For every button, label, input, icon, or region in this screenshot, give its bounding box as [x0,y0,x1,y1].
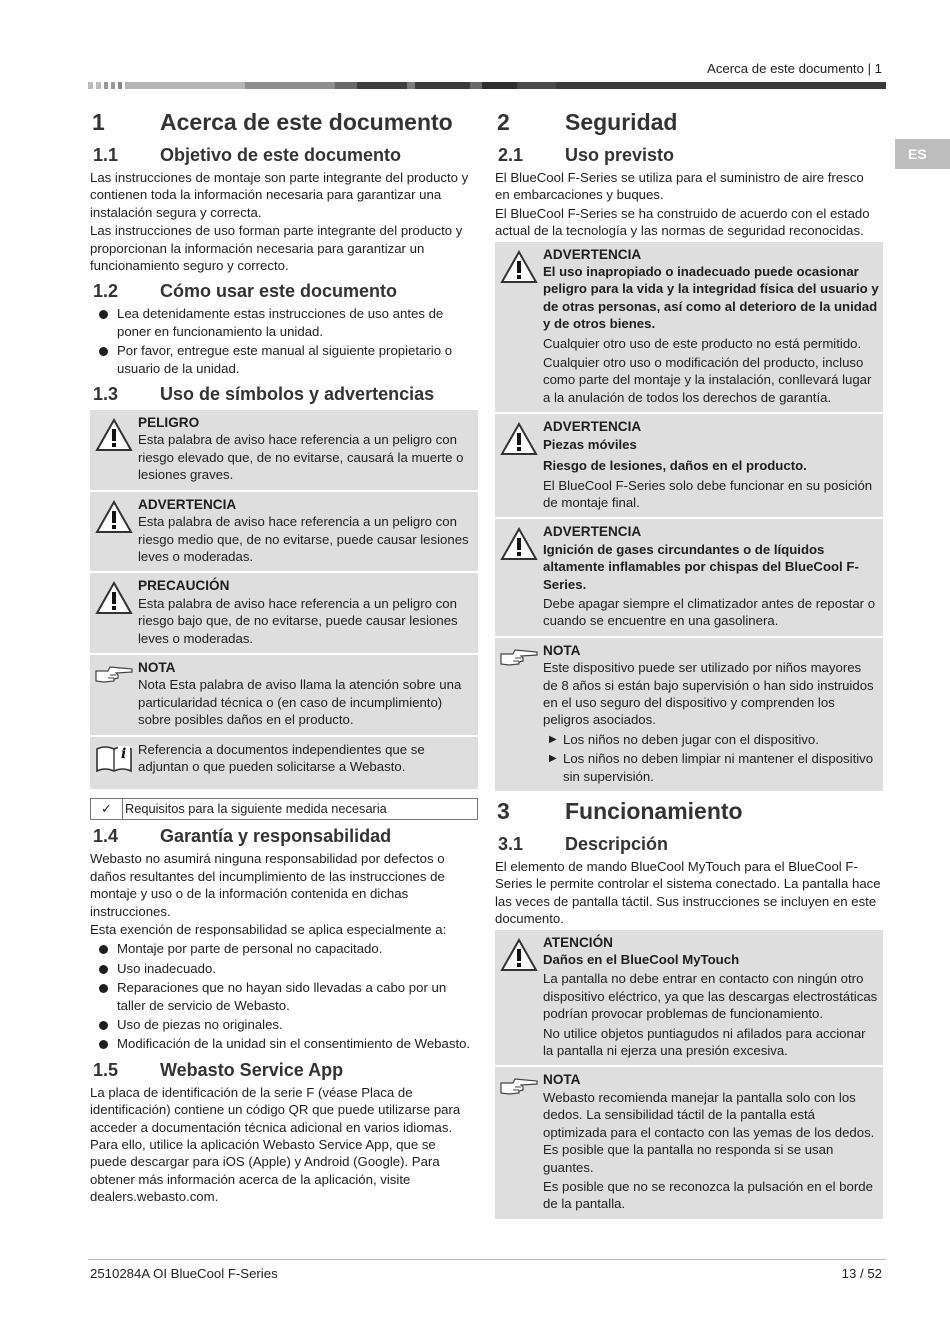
warning-text: Cualquier otro uso o modificación del producto, incluso como parte del montaje y la instalación, conllevará lugar a la anulación de todos los derechos de garantía. [543,355,872,405]
section-heading-2-1: 2.1 Uso previsto [498,145,675,165]
warning-box-ignicion [495,519,883,635]
paragraph: El BlueCool F-Series se utiliza para el suministro de aire fresco en embarcaciones y buques. [495,170,864,203]
reference-box [90,737,478,790]
paragraph: La placa de identificación de la serie F (véase Placa de identificación) contiene un código QR que puede utilizarse para acceder a documentación técnica adicional en varios idiomas. Para ello, utilice la aplicación Webasto Service App, que se puede descargar para iOS (Apple) y Android (Google). Para obtener más información acerca de la aplicación, visite dealers.webasto.com. [90,1084,461,1205]
bullet-list [90,305,478,377]
left-column [90,104,478,1207]
list-item: Uso de piezas no originales. [90,1016,478,1033]
section-heading-3-1: 3.1 Descripción [498,834,669,854]
warning-box-uso [495,242,883,413]
note-text: Es posible que no se reconozca la pulsación en el borde de la pantalla. [543,1178,873,1212]
paragraph: Esta exención de responsabilidad se aplica especialmente a: [90,922,447,937]
warning-heading: Ignición de gases circundantes o de líquidos altamente inflamables por chispas del BlueCool F-Series. [543,541,859,592]
signal-word: NOTA [138,659,176,675]
warning-text: Esta palabra de aviso hace referencia a un peligro con riesgo bajo que, de no evitarse, puede causar lesiones leves o moderadas. [138,595,458,646]
signal-word: NOTA [543,642,581,658]
pointing-hand-icon [495,1071,543,1214]
note-box-ninos [495,638,883,791]
list-item: ▶ Los niños no deben jugar con el dispositivo. [543,731,879,748]
list-item: Uso inadecuado. [90,960,478,977]
warning-triangle-icon [495,934,543,1062]
warning-heading: Piezas móviles [543,436,637,452]
warning-text: Debe apagar siempre el climatizador antes de repostar o cuando se encuentre en una gasolinera. [543,595,876,629]
warning-heading: El uso inapropiado o inadecuado puede ocasionar peligro para la vida y la integridad física del usuario y de otras personas, así como al deterioro de la unidad y de otros bienes. [543,264,879,332]
page-number: 13 / 52 [841,1266,882,1281]
warning-triangle-icon [90,577,138,649]
book-info-icon [90,741,138,778]
right-column [495,104,883,1219]
list-item: Modificación de la unidad sin el consentimiento de Webasto. [90,1035,478,1052]
bullet-list [90,940,478,1052]
warning-text: Esta palabra de aviso hace referencia a un peligro con riesgo medio que, de no evitarse, puede causar lesiones leves o moderadas. [138,514,469,564]
warning-heading: Riesgo de lesiones, daños en el producto. [543,458,807,474]
signal-word: PRECAUCIÓN [138,578,230,594]
note-text: Nota Esta palabra de aviso llama la atención sobre una particularidad técnica o (en caso de incumplimiento) sobre posibles daños en el producto. [138,677,462,728]
chapter-heading-1: 1 Acerca de este documento [92,109,453,135]
warning-text: No utilice objetos puntiagudos ni afilados para accionar la pantalla ni ejerza una presión excesiva. [543,1025,866,1059]
signal-word: PELIGRO [138,415,200,431]
warning-text: El BlueCool F-Series solo debe funcionar en su posición de montaje final. [543,477,873,510]
paragraph: El BlueCool F-Series se ha construido de acuerdo con el estado actual de la tecnología y las normas de seguridad reconocidas. [495,205,870,239]
paragraph: Webasto no asumirá ninguna responsabilidad por defectos o daños resultantes del incumplimiento de las instrucciones de montaje y uso o de la información contenida en dichas instrucciones. [90,851,445,919]
section-heading-1-2: 1.2 Cómo usar este documento [93,281,398,302]
warning-box-peligro [90,410,478,490]
note-box-pantalla [495,1067,883,1218]
warning-text: La pantalla no debe entrar en contacto con ningún otro dispositivo eléctrico, ya que las descargas electrostáticas podrían provocar problemas de funcionamiento. [543,971,878,1022]
list-item: Por favor, entregue este manual al siguiente propietario o usuario de la unidad. [90,342,478,377]
language-tab: ES [895,139,950,169]
signal-word: ATENCIÓN [543,934,613,950]
paragraph: Las instrucciones de montaje son parte integrante del producto y contienen toda la información necesaria para garantizar una instalación segura y correcta. [90,170,469,220]
list-item: Montaje por parte de personal no capacitado. [90,940,478,957]
warning-box-advertencia [90,492,478,572]
warning-box-precaucion [90,573,478,653]
signal-word: ADVERTENCIA [543,524,642,540]
paragraph: El elemento de mando BlueCool MyTouch para el BlueCool F-Series le permite controlar el sistema conectado. La pantalla hace las veces de pantalla táctil. Sus instrucciones se incluyen en este documento. [495,859,881,927]
warning-triangle-icon [495,418,543,513]
arrow-list [543,731,879,785]
list-item: Lea detenidamente estas instrucciones de uso antes de poner en funcionamiento la unidad. [90,305,478,340]
section-heading-1-3: 1.3 Uso de símbolos y advertencias [93,384,435,405]
requirement-text: Requisitos para la siguiente medida necesaria [125,801,387,817]
reference-text: Referencia a documentos independientes que se adjuntan o que pueden solicitarse a Webasto. [138,741,425,774]
warning-triangle-icon [90,496,138,568]
warning-triangle-icon [495,246,543,409]
pointing-hand-icon [495,642,543,787]
footer-divider [88,1259,886,1260]
chapter-heading-2: 2 Seguridad [497,109,678,135]
note-text: Webasto recomienda manejar la pantalla solo con los dedos. La sensibilidad táctil de la pantalla está optimizada para el contacto con las yemas de los dedos. Es posible que la pantalla no responda si se usan guantes. [543,1089,875,1175]
footer-doc-id: 2510284A OI BlueCool F-Series [90,1266,278,1281]
signal-word: ADVERTENCIA [138,496,237,512]
note-box [90,655,478,735]
section-heading-1-4: 1.4 Garantía y responsabilidad [93,826,392,847]
paragraph: Las instrucciones de uso forman parte integrante del producto y proporcionan la información necesaria para garantizar un funcionamiento seguro y correcto. [90,223,463,274]
checkmark-icon: ✓ [91,799,123,819]
signal-word: NOTA [543,1072,581,1088]
section-heading-1-5: 1.5 Webasto Service App [93,1059,344,1080]
pointing-hand-icon [90,659,138,731]
warning-text: Esta palabra de aviso hace referencia a un peligro con riesgo elevado que, de no evitarse, causará la muerte o lesiones graves. [138,432,464,483]
warning-triangle-icon [90,414,138,486]
signal-word: ADVERTENCIA [543,419,642,435]
warning-box-piezas [495,414,883,517]
running-header: Acerca de este documento | 1 [707,61,882,76]
header-bar [88,82,886,89]
svg-text:i: i [121,745,127,762]
requirement-legend [90,798,478,820]
signal-word: ADVERTENCIA [543,246,642,262]
list-item: Reparaciones que no hayan sido llevadas a cabo por un taller de servicio de Webasto. [90,979,478,1014]
warning-triangle-icon [495,523,543,631]
warning-text: Cualquier otro uso de este producto no está permitido. [543,335,862,351]
warning-heading: Daños en el BlueCool MyTouch [543,952,740,968]
chapter-heading-3: 3 Funcionamiento [497,798,743,824]
note-text: Este dispositivo puede ser utilizado por niños mayores de 8 años si están bajo supervisión o han sido instruidos en el uso seguro del dispositivo y comprenden los peligros asociados. [543,660,874,728]
attention-box [495,930,883,1066]
list-item: ▶ Los niños no deben limpiar ni mantener el dispositivo sin supervisión. [543,750,879,785]
section-heading-1-1: 1.1 Objetivo de este documento [93,145,402,165]
